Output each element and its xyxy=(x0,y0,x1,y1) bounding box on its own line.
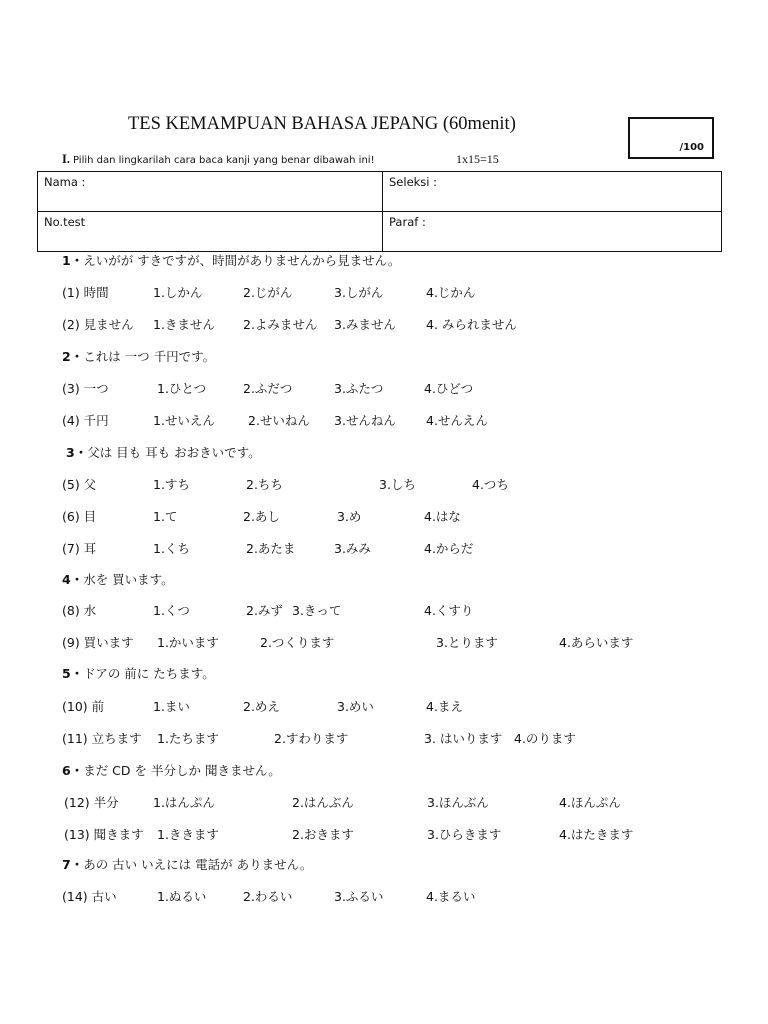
answer-option[interactable]: 3.ふるい xyxy=(334,889,384,904)
answer-option[interactable]: 2.つくります xyxy=(260,635,335,650)
answer-option[interactable]: 3.ひらきます xyxy=(427,827,502,842)
nama-field[interactable] xyxy=(38,172,383,212)
section-number: 3・ xyxy=(66,445,88,460)
answer-option[interactable]: 1.ききます xyxy=(157,827,219,842)
answer-option[interactable]: 2.おきます xyxy=(292,827,354,842)
notest-label: No.test xyxy=(44,215,86,229)
answer-option[interactable]: 4.はたきます xyxy=(559,827,634,842)
answer-option[interactable]: 3.め xyxy=(337,509,362,524)
answer-option[interactable]: 1.たちます xyxy=(157,731,219,746)
question-label: (11) 立ちます xyxy=(62,731,142,746)
notest-field[interactable] xyxy=(38,212,383,252)
answer-option[interactable]: 1.くち xyxy=(153,541,190,556)
answer-option[interactable]: 3.みません xyxy=(334,317,396,332)
question-label: (4) 千円 xyxy=(62,413,109,428)
section-sentence: えいがが すきですが、時間がありませんから見ません。 xyxy=(83,253,401,268)
section-header xyxy=(62,251,400,269)
answer-option[interactable]: 2.わるい xyxy=(243,889,293,904)
question-label: (3) 一つ xyxy=(62,381,109,396)
answer-option[interactable]: 4. みられません xyxy=(426,317,517,332)
answer-option[interactable]: 4.じかん xyxy=(426,285,476,300)
answer-option[interactable]: 4.はな xyxy=(424,509,461,524)
answer-option[interactable]: 1.くつ xyxy=(153,603,190,618)
answer-option[interactable]: 4.ひどつ xyxy=(424,381,474,396)
question-label: (6) 目 xyxy=(62,509,97,524)
question-label: (5) 父 xyxy=(62,477,97,492)
question-label: (1) 時間 xyxy=(62,285,109,300)
question-label: (12) 半分 xyxy=(64,795,119,810)
answer-option[interactable]: 4.せんえん xyxy=(426,413,488,428)
score-box xyxy=(628,117,714,159)
answer-option[interactable]: 4.からだ xyxy=(424,541,474,556)
section-sentence: ドアの 前に たちます。 xyxy=(83,666,215,681)
section-sentence: これは 一つ 千円です。 xyxy=(83,349,216,364)
section-header xyxy=(66,443,261,461)
answer-option[interactable]: 3.とります xyxy=(436,635,498,650)
section-number: 5・ xyxy=(62,666,84,681)
answer-option[interactable]: 4.まえ xyxy=(426,699,463,714)
section-header xyxy=(62,855,312,873)
answer-option[interactable]: 2.よみません xyxy=(243,317,318,332)
answer-option[interactable]: 2.ふだつ xyxy=(243,381,293,396)
section-sentence: 水を 買います。 xyxy=(83,572,174,587)
answer-option[interactable]: 1.かいます xyxy=(157,635,219,650)
answer-option[interactable]: 1.きません xyxy=(153,317,215,332)
answer-option[interactable]: 3.せんねん xyxy=(334,413,396,428)
section-header xyxy=(62,664,215,682)
answer-option[interactable]: 1.せいえん xyxy=(153,413,215,428)
paraf-label: Paraf : xyxy=(389,215,426,229)
answer-option[interactable]: 3.しがん xyxy=(334,285,384,300)
question-label: (2) 見ません xyxy=(62,317,134,332)
instruction xyxy=(62,152,499,167)
question-label: (10) 前 xyxy=(62,699,105,714)
answer-option[interactable]: 1.て xyxy=(153,509,178,524)
question-label: (13) 聞きます xyxy=(64,827,144,842)
question-label: (8) 水 xyxy=(62,603,97,618)
nama-label: Nama : xyxy=(44,175,86,189)
answer-option[interactable]: 1.しかん xyxy=(153,285,203,300)
question-label: (14) 古い xyxy=(62,889,117,904)
answer-option[interactable]: 2.はんぶん xyxy=(292,795,354,810)
seleksi-label: Seleksi : xyxy=(389,175,438,189)
paraf-field[interactable] xyxy=(383,212,722,252)
answer-option[interactable]: 1.まい xyxy=(153,699,190,714)
section-sentence: まだ CD を 半分しか 聞きません。 xyxy=(83,763,281,778)
answer-option[interactable]: 4.まるい xyxy=(426,889,476,904)
answer-option[interactable]: 3.きって xyxy=(292,603,342,618)
answer-option[interactable]: 2.すわります xyxy=(274,731,349,746)
answer-option[interactable]: 3.めい xyxy=(337,699,374,714)
instruction-text: Pilih dan lingkarilah cara baca kanji yang benar dibawah ini! xyxy=(73,155,375,166)
section-number: 4・ xyxy=(62,572,84,587)
answer-option[interactable]: 4.ほんぷん xyxy=(559,795,621,810)
instruction-marks: 1x15=15 xyxy=(456,152,499,166)
answer-option[interactable]: 1.すち xyxy=(153,477,190,492)
answer-option[interactable]: 3.みみ xyxy=(334,541,371,556)
answer-option[interactable]: 2.みず xyxy=(246,603,283,618)
answer-option[interactable]: 1.はんぷん xyxy=(153,795,215,810)
answer-option[interactable]: 4.つち xyxy=(472,477,509,492)
section-sentence: 父は 目も 耳も おおきいです。 xyxy=(87,445,261,460)
student-info-table xyxy=(37,171,722,252)
seleksi-field[interactable] xyxy=(383,172,722,212)
answer-option[interactable]: 2.めえ xyxy=(243,699,280,714)
section-number: 2・ xyxy=(62,349,84,364)
answer-option[interactable]: 4.のります xyxy=(514,731,576,746)
answer-option[interactable]: 3.しち xyxy=(379,477,416,492)
test-title: TES KEMAMPUAN BAHASA JEPANG (60menit) xyxy=(128,114,516,134)
answer-option[interactable]: 3. はいります xyxy=(424,731,503,746)
answer-option[interactable]: 1.ひとつ xyxy=(157,381,207,396)
answer-option[interactable]: 3.ほんぶん xyxy=(427,795,489,810)
section-number: 1・ xyxy=(62,253,84,268)
section-number: 7・ xyxy=(62,857,84,872)
score-total: /100 xyxy=(679,142,704,153)
question-label: (9) 買います xyxy=(62,635,134,650)
answer-option[interactable]: 1.ぬるい xyxy=(157,889,207,904)
answer-option[interactable]: 4.くすり xyxy=(424,603,474,618)
answer-option[interactable]: 2.あし xyxy=(243,509,280,524)
section-header xyxy=(62,347,215,365)
answer-option[interactable]: 3.ふたつ xyxy=(334,381,384,396)
answer-option[interactable]: 2.じがん xyxy=(243,285,293,300)
question-label: (7) 耳 xyxy=(62,541,97,556)
section-number: 6・ xyxy=(62,763,84,778)
answer-option[interactable]: 4.あらいます xyxy=(559,635,634,650)
section-header xyxy=(62,570,174,588)
section-header xyxy=(62,761,281,779)
answer-option[interactable]: 2.ちち xyxy=(246,477,283,492)
answer-option[interactable]: 2.せいねん xyxy=(248,413,310,428)
section-sentence: あの 古い いえには 電話が ありません。 xyxy=(83,857,313,872)
answer-option[interactable]: 2.あたま xyxy=(246,541,296,556)
instruction-number: I. xyxy=(62,152,70,166)
